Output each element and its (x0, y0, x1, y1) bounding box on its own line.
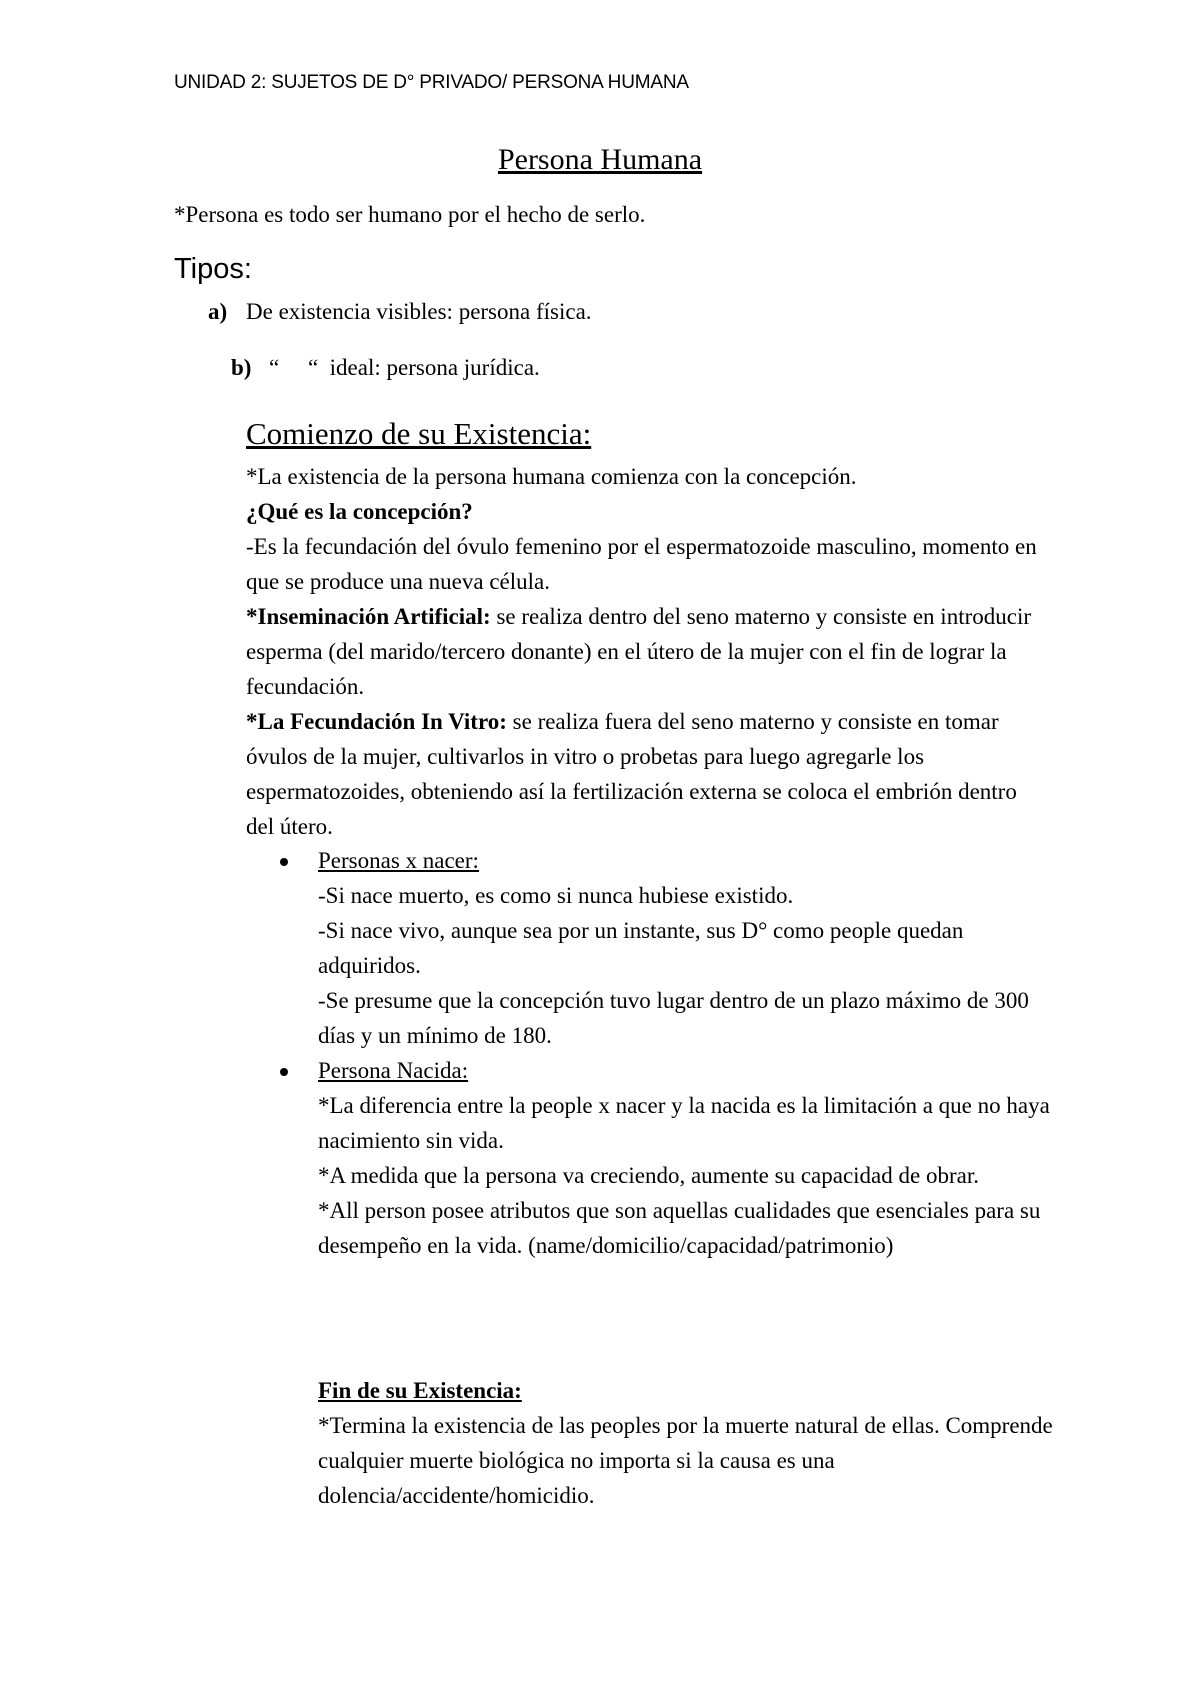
intro-paragraph: *Persona es todo ser humano por el hecho de serlo. (174, 202, 646, 227)
invitro-label: *La Fecundación In Vitro: (246, 709, 507, 734)
inseminacion-paragraph (246, 599, 1046, 704)
comienzo-heading: Comienzo de su Existencia: (246, 416, 592, 451)
bullet-title: Personas x nacer: (318, 848, 479, 873)
concepcion-answer: -Es la fecundación del óvulo femenino por el espermatozoide masculino, momento en que se produce una nueva célula. (246, 534, 1037, 594)
bullet-list (280, 843, 1050, 1263)
bullet-line: -Si nace vivo, aunque sea por un instante, sus D° como people quedan adquiridos. (318, 918, 964, 978)
tipos-heading: Tipos: (174, 253, 252, 285)
page-header: UNIDAD 2: SUJETOS DE D° PRIVADO/ PERSONA HUMANA (174, 72, 689, 93)
bullet-personas-x-nacer (280, 843, 1050, 1053)
comienzo-paragraph: *La existencia de la persona humana comienza con la concepción. (246, 464, 857, 489)
bullet-title: Persona Nacida: (318, 1058, 469, 1083)
bullet-line: -Se presume que la concepción tuvo lugar dentro de un plazo máximo de 300 días y un mínimo de 180. (318, 988, 1029, 1048)
type-item-marker: a) (208, 299, 228, 324)
bullet-line: *All person posee atributos que son aquellas cualidades que esenciales para su desempeño en la vida. (name/domicilio/capacidad/patrimonio) (318, 1198, 1041, 1258)
fin-paragraph: *Termina la existencia de las peoples por la muerte natural de ellas. Comprende cualquier muerte biológica no importa si la causa es una dolencia/accidente/homicidio. (318, 1413, 1053, 1508)
type-item-marker: b) (231, 355, 252, 380)
fin-section (318, 1373, 1058, 1513)
bullet-line: -Si nace muerto, es como si nunca hubiese existido. (318, 883, 794, 908)
type-item-text: “ “ ideal: persona jurídica. (269, 355, 540, 380)
bullet-line: *La diferencia entre la people x nacer y la nacida es la limitación a que no haya nacimiento sin vida. (318, 1093, 1050, 1153)
inseminacion-text: se realiza dentro del seno materno y consiste en introducir esperma (del marido/tercero donante) en el útero de la mujer con el fin de lograr la fecundación. (246, 604, 1031, 699)
type-item-b (208, 333, 540, 402)
concepcion-question: ¿Qué es la concepción? (246, 499, 473, 524)
fin-heading: Fin de su Existencia: (318, 1378, 522, 1403)
invitro-paragraph (246, 704, 1046, 844)
invitro-text: se realiza fuera del seno materno y consiste en tomar óvulos de la mujer, cultivarlos in vitro o probetas para luego agregarle los espermatozoides, obteniendo así la fertilización externa se coloca el embrión dentro del útero. (246, 709, 1017, 839)
type-item-a (208, 300, 592, 323)
bullet-dot-icon (280, 858, 288, 866)
inseminacion-label: *Inseminación Artificial: (246, 604, 491, 629)
bullet-line: *A medida que la persona va creciendo, aumente su capacidad de obrar. (318, 1163, 979, 1188)
bullet-dot-icon (280, 1068, 288, 1076)
type-item-text: De existencia visibles: persona física. (246, 299, 592, 324)
bullet-persona-nacida (280, 1053, 1050, 1263)
page-title: Persona Humana (497, 143, 703, 176)
comienzo-body (246, 459, 1046, 844)
